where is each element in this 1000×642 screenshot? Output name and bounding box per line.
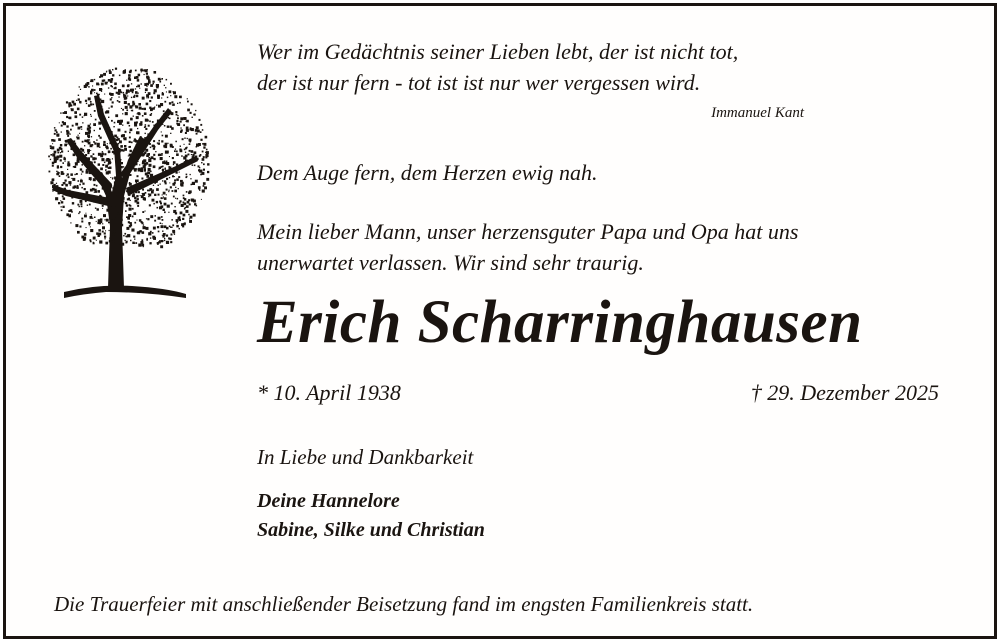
message bbox=[257, 216, 798, 278]
signatures bbox=[257, 487, 485, 545]
birth-date: * 10. April 1938 bbox=[257, 380, 401, 405]
signer: Deine Hannelore bbox=[257, 490, 400, 512]
obituary-card bbox=[3, 3, 997, 639]
quote bbox=[257, 36, 738, 98]
footer-note: Die Trauerfeier mit anschließender Beisetzung fand im engsten Familienkreis statt. bbox=[54, 592, 754, 616]
signer: Sabine, Silke und Christian bbox=[257, 519, 485, 541]
quote-line: der ist nur fern - tot ist ist nur wer vergessen wird. bbox=[257, 70, 701, 95]
quote-line: Wer im Gedächtnis seiner Lieben lebt, der ist nicht tot, bbox=[257, 39, 739, 64]
message-line: Mein lieber Mann, unser herzensguter Papa und Opa hat uns bbox=[257, 219, 799, 244]
closing-line: In Liebe und Dankbarkeit bbox=[257, 445, 474, 469]
quote-author: Immanuel Kant bbox=[711, 105, 804, 121]
saying: Dem Auge fern, dem Herzen ewig nah. bbox=[257, 160, 598, 185]
tree-icon bbox=[36, 56, 226, 306]
death-date: † 29. Dezember 2025 bbox=[750, 380, 939, 405]
message-line: unerwartet verlassen. Wir sind sehr traurig. bbox=[257, 250, 644, 275]
deceased-name: Erich Scharringhausen bbox=[257, 289, 863, 356]
